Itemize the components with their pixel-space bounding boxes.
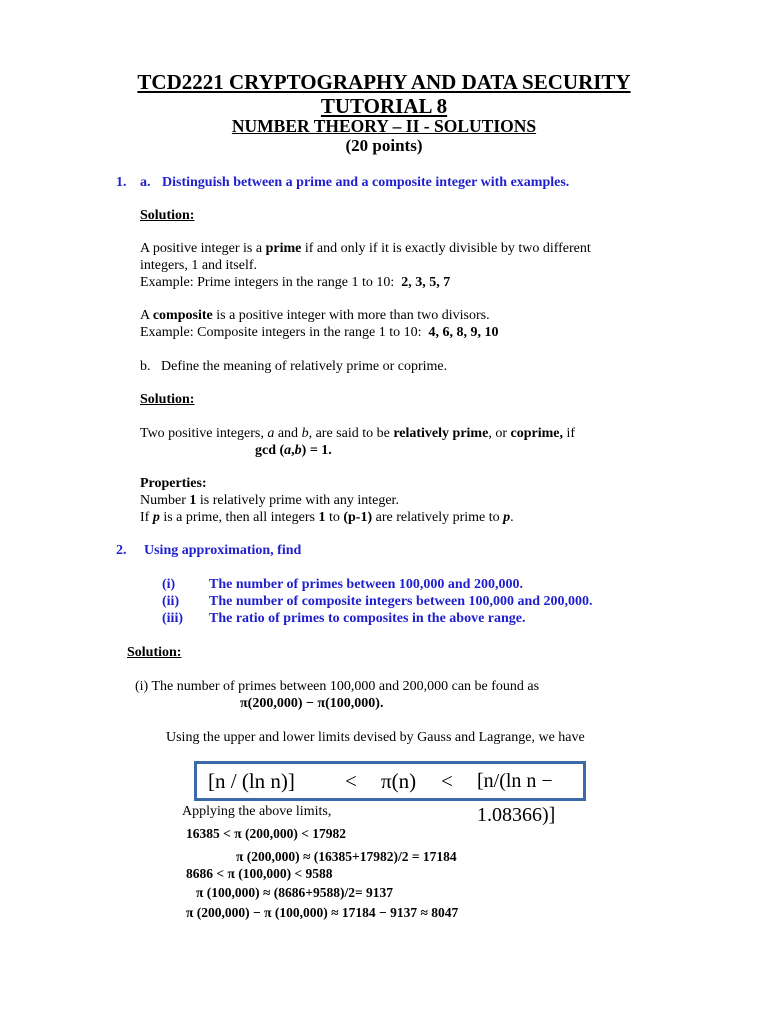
- keyword-prime: prime: [265, 241, 302, 256]
- q1a-label: a.: [140, 175, 151, 190]
- text-segment: ,: [291, 443, 295, 458]
- text-segment: .: [510, 510, 514, 525]
- solution-label: Solution:: [127, 645, 182, 660]
- q2-number: 2.: [116, 543, 127, 558]
- number-one: 1: [189, 493, 197, 508]
- prime-definition: [140, 241, 591, 257]
- lower-bound: [n / (ln n)]: [208, 769, 295, 793]
- composite-definition: [140, 308, 490, 324]
- pi-of-n: π(n): [381, 769, 417, 793]
- property-1: [140, 493, 399, 509]
- q1b-text: Define the meaning of relatively prime or coprime.: [161, 359, 448, 374]
- q2-question: Using approximation, find: [144, 543, 302, 558]
- keyword-coprime: coprime,: [510, 426, 563, 441]
- text-segment: are relatively prime to: [375, 510, 500, 525]
- keyword-relatively-prime: relatively prime: [393, 426, 489, 441]
- gauss-lagrange-text: Using the upper and lower limits devised by Gauss and Lagrange, we have: [166, 730, 585, 745]
- q2-item-label: (ii): [162, 594, 180, 609]
- less-than-2: <: [441, 769, 453, 793]
- q2-item-text: The ratio of primes to composites in the above range.: [209, 611, 526, 626]
- calc-line: π (100,000) ≈ (8686+9588)/2= 9137: [196, 885, 394, 900]
- text-segment: A: [140, 308, 150, 323]
- q2-item-text: The number of composite integers between 100,000 and 200,000.: [209, 594, 593, 609]
- keyword-composite: composite: [152, 308, 213, 323]
- q1b-label: b.: [140, 359, 151, 374]
- example-values: 2, 3, 5, 7: [401, 275, 451, 290]
- topic-title: NUMBER THEORY – II - SOLUTIONS: [231, 116, 537, 136]
- var-p: p: [503, 510, 511, 525]
- text-segment: if and only if it is exactly divisible by two different: [304, 241, 591, 256]
- var-p: p: [152, 510, 160, 525]
- points-label: (20 points): [345, 136, 423, 155]
- q1-number: 1.: [116, 175, 127, 190]
- less-than-1: <: [345, 769, 357, 793]
- prime-example: [140, 275, 450, 291]
- var-b: b: [294, 443, 302, 458]
- var-b: b: [301, 426, 309, 441]
- calc-line: π (200,000) ≈ (16385+17982)/2 = 17184: [236, 849, 457, 864]
- prime-definition-cont: integers, 1 and itself.: [140, 258, 258, 273]
- calc-line: 16385 < π (200,000) < 17982: [186, 826, 347, 841]
- text-segment: , are said to be: [308, 426, 390, 441]
- text-segment: is a prime, then all integers: [163, 510, 315, 525]
- text-segment: , or: [488, 426, 507, 441]
- solution-label: Solution:: [140, 392, 195, 407]
- properties-label: Properties:: [140, 476, 207, 491]
- solution-i-text: (i) The number of primes between 100,000 and 200,000 can be found as: [135, 679, 540, 694]
- text-segment: If: [140, 510, 150, 525]
- upper-bound: [n/(ln n − 1.08366)]: [477, 770, 556, 826]
- property-2: [140, 510, 514, 526]
- doc-title: TCD2221 CRYPTOGRAPHY AND DATA SECURITY: [137, 70, 631, 94]
- calc-line: 8686 < π (100,000) < 9588: [186, 866, 333, 881]
- q1a-question: Distinguish between a prime and a composite integer with examples.: [162, 175, 570, 190]
- q2-item-label: (iii): [162, 611, 183, 626]
- text-segment: gcd (: [255, 443, 285, 458]
- calc-line: π (200,000) − π (100,000) ≈ 17184 − 9137 ≈ 8047: [186, 905, 459, 920]
- solution-label: Solution:: [140, 208, 195, 223]
- text-segment: A positive integer is a: [140, 241, 263, 256]
- applying-limits-text: Applying the above limits,: [182, 804, 332, 819]
- coprime-definition: [140, 426, 575, 442]
- q2-item-label: (i): [162, 577, 176, 592]
- number-one: 1: [318, 510, 326, 525]
- example-values: 4, 6, 8, 9, 10: [428, 325, 499, 340]
- expr-p-minus-1: (p-1): [343, 510, 373, 525]
- text-segment: and: [277, 426, 299, 441]
- example-label: Example: Composite integers in the range 1 to 10:: [140, 325, 422, 340]
- pi-difference-expression: π(200,000) − π(100,000).: [240, 696, 384, 711]
- gcd-expression: [255, 443, 332, 459]
- text-segment: if: [566, 426, 576, 441]
- text-segment: to: [328, 510, 340, 525]
- example-label: Example: Prime integers in the range 1 to 10:: [140, 275, 395, 290]
- text-segment: is a positive integer with more than two divisors.: [216, 308, 490, 323]
- q2-item-text: The number of primes between 100,000 and 200,000.: [209, 577, 523, 592]
- text-segment: Number: [140, 493, 186, 508]
- composite-example: [140, 325, 499, 341]
- text-segment: Two positive integers,: [140, 426, 264, 441]
- tutorial-title: TUTORIAL 8: [320, 94, 448, 118]
- text-segment: is relatively prime with any integer.: [199, 493, 399, 508]
- var-a: a: [284, 443, 292, 458]
- text-segment: ) = 1.: [301, 443, 332, 458]
- q1b-question: [140, 359, 447, 375]
- var-a: a: [267, 426, 275, 441]
